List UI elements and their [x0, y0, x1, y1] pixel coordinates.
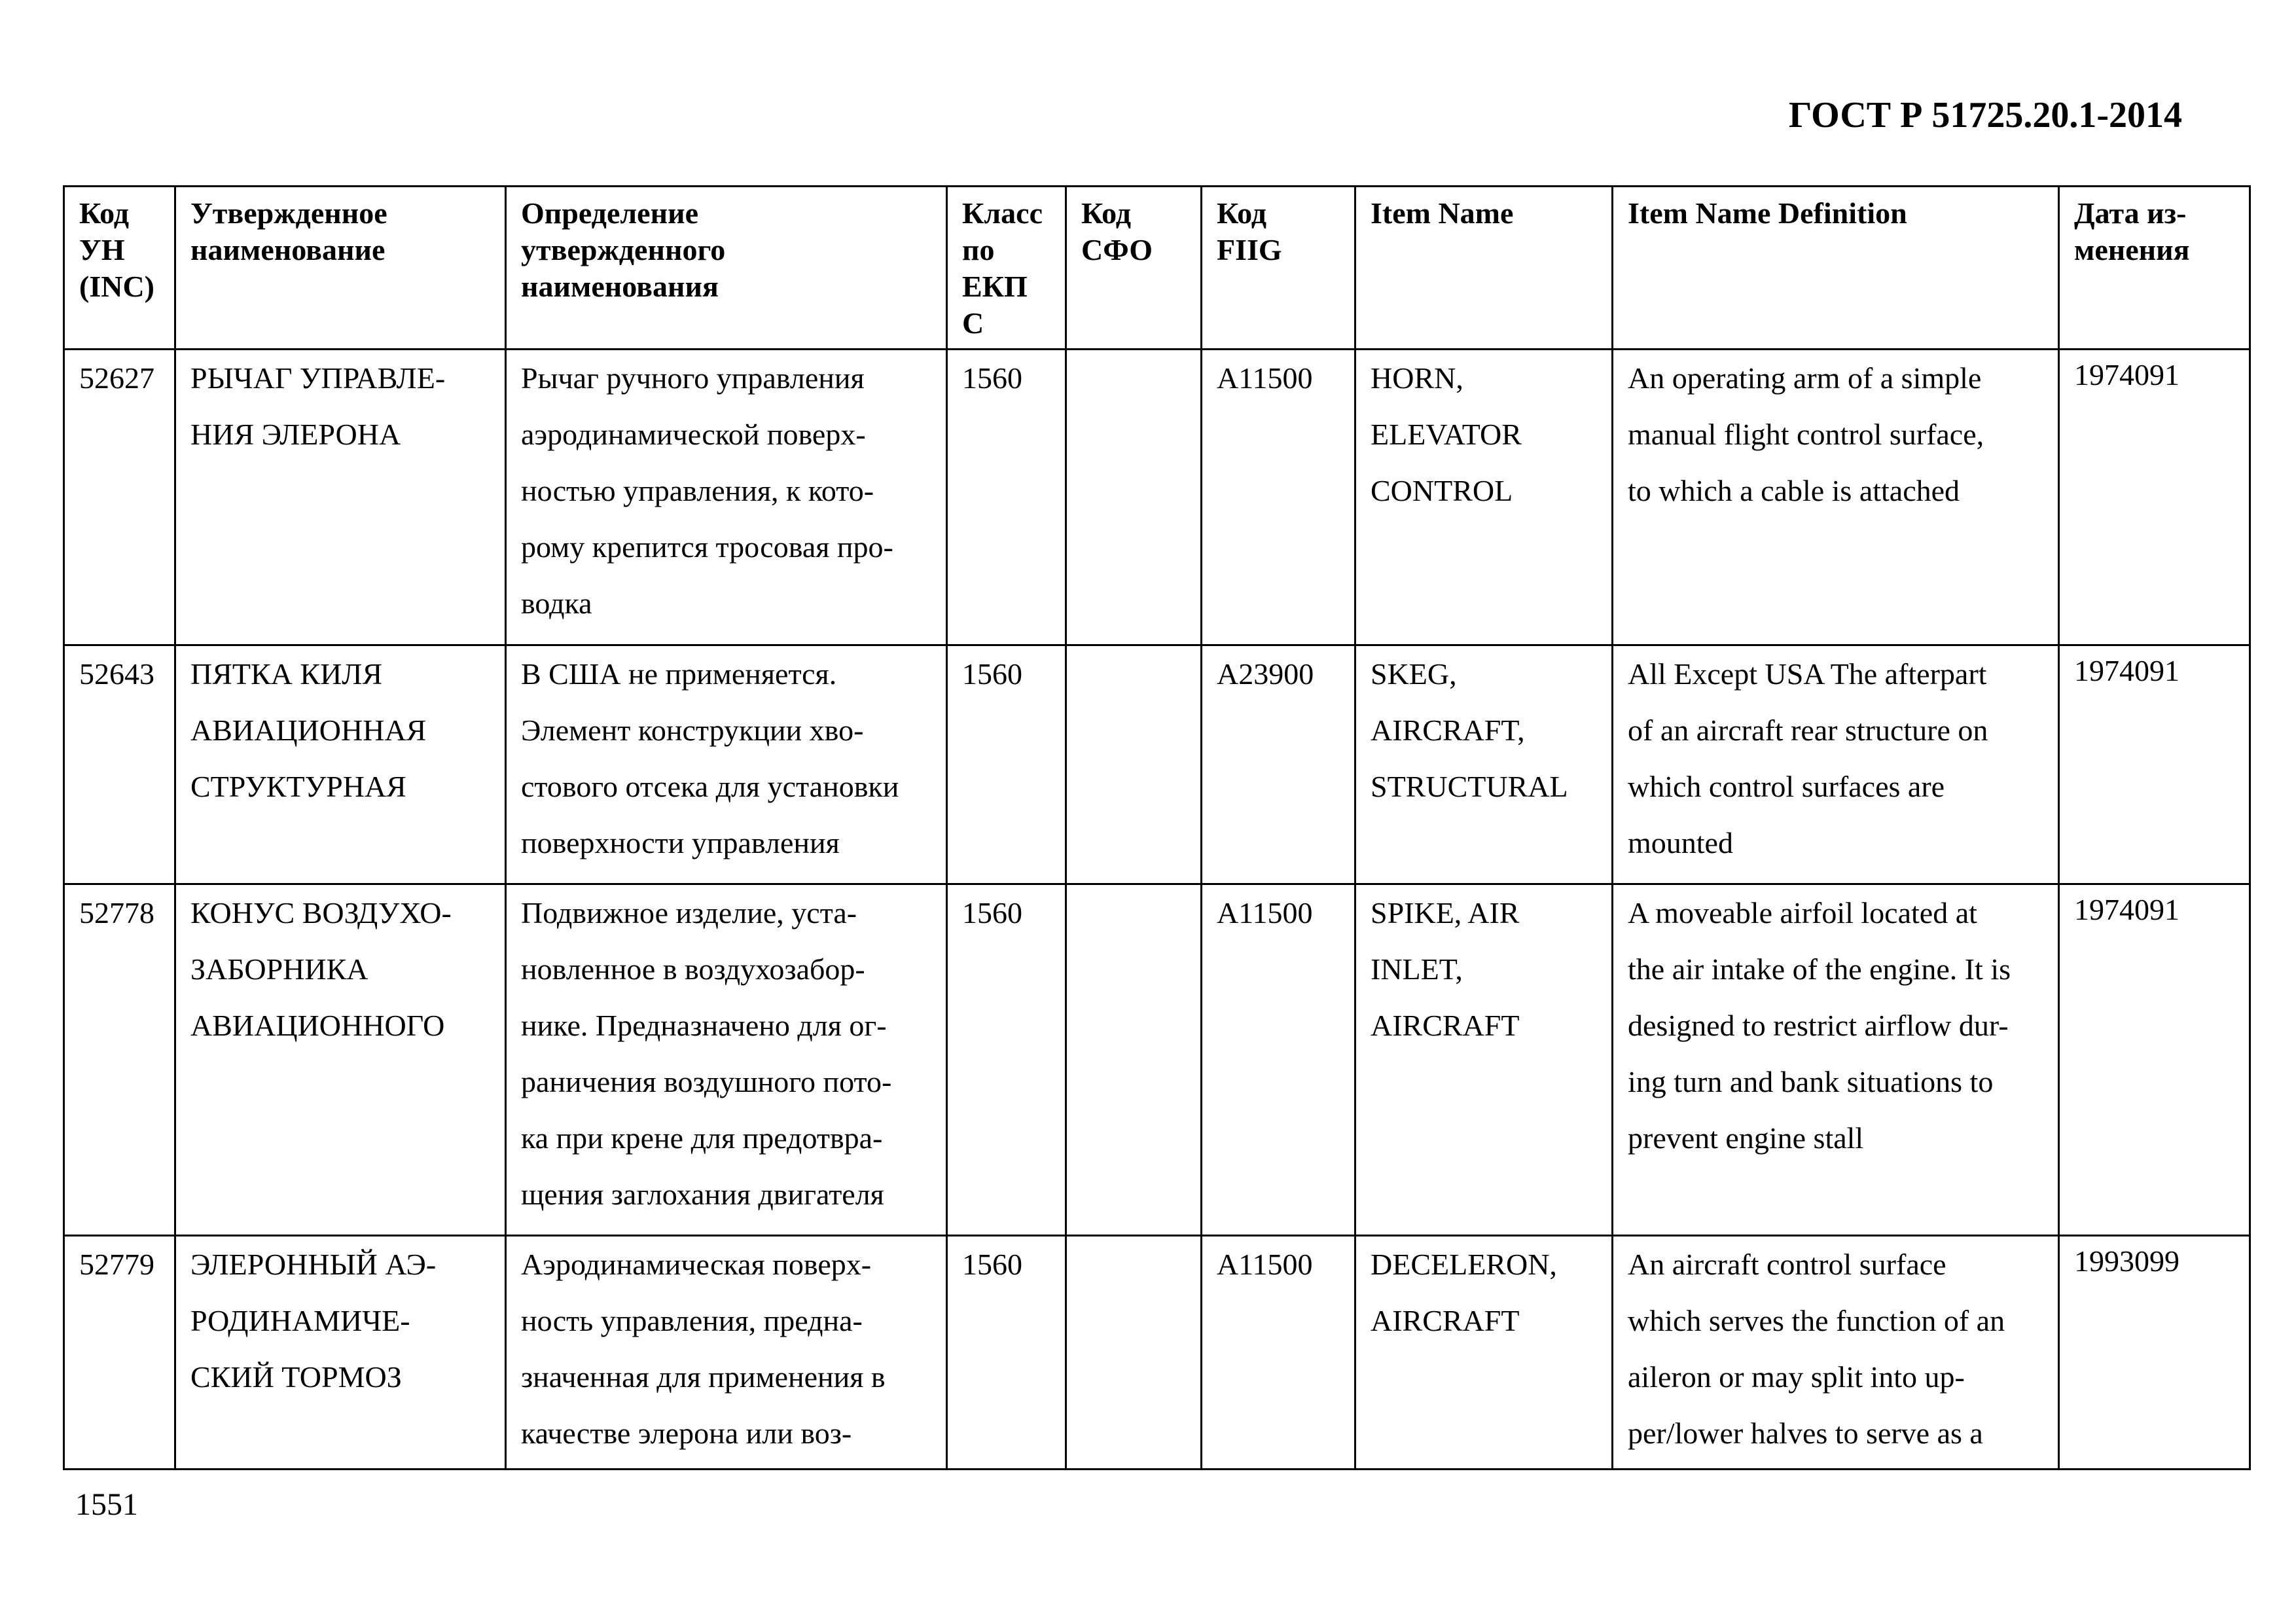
cell-text-line: 1560 — [962, 657, 1022, 691]
column-header-item-name-definition — [1613, 187, 2059, 350]
cell-sfo-code — [1066, 1236, 1202, 1470]
cell-text-line: аэродинамической поверх- — [521, 418, 866, 451]
cell-text-line: качестве элерона или воз- — [521, 1416, 852, 1450]
cell-text-line: стового отсека для установки — [521, 770, 899, 803]
column-header-line: по — [962, 233, 995, 266]
cell-change-date — [2059, 1236, 2250, 1470]
table-body — [64, 350, 2250, 1470]
cell-text-line: A23900 — [1217, 657, 1314, 691]
cell-text-line: Подвижное изделие, уста- — [521, 896, 857, 929]
cell-text-line: aileron or may split into up- — [1628, 1360, 1965, 1394]
column-header-sfo-code — [1066, 187, 1202, 350]
cell-text-line: 52643 — [79, 657, 154, 691]
cell-sfo-code — [1066, 884, 1202, 1236]
cell-text-line: All Except USA The afterpart — [1628, 657, 1987, 691]
column-header-item-name — [1355, 187, 1613, 350]
cell-text-line: 1974091 — [2074, 358, 2179, 391]
cell-class — [947, 350, 1066, 645]
cell-fiig-code — [1202, 350, 1355, 645]
cell-fiig-code — [1202, 1236, 1355, 1470]
cell-text-line: An aircraft control surface — [1628, 1248, 1946, 1281]
cell-text-line: АВИАЦИОННОГО — [190, 1009, 445, 1042]
cell-text-line: per/lower halves to serve as a — [1628, 1416, 1983, 1450]
table-row — [64, 350, 2250, 645]
cell-name-definition — [506, 1236, 947, 1470]
cell-text-line: РОДИНАМИЧЕ- — [190, 1304, 410, 1337]
cell-class — [947, 645, 1066, 884]
cell-text-line: manual flight control surface, — [1628, 418, 1984, 451]
cell-approved-name — [175, 350, 506, 645]
column-header-line: Код — [1217, 196, 1267, 230]
column-header-line: наименование — [190, 233, 386, 266]
column-header-line: наименования — [521, 270, 719, 303]
cell-text-line: of an aircraft rear structure on — [1628, 713, 1988, 747]
cell-text-line: 52779 — [79, 1248, 154, 1281]
cell-text-line: INLET, — [1371, 952, 1463, 986]
column-header-inc-code — [64, 187, 175, 350]
cell-class — [947, 884, 1066, 1236]
column-header-line: утвержденного — [521, 233, 726, 266]
column-header-change-date — [2059, 187, 2250, 350]
cell-text-line: раничения воздушного пото- — [521, 1065, 892, 1098]
cell-text-line: Аэродинамическая поверх- — [521, 1248, 872, 1281]
cell-name-definition — [506, 645, 947, 884]
column-header-line: СФО — [1081, 233, 1153, 266]
cell-text-line: 52627 — [79, 361, 154, 395]
cell-text-line: AIRCRAFT, — [1371, 713, 1525, 747]
cell-inc-code — [64, 645, 175, 884]
column-header-line: (INC) — [79, 270, 154, 303]
cell-text-line: ЗАБОРНИКА — [190, 952, 368, 986]
cell-sfo-code — [1066, 350, 1202, 645]
cell-text-line: ностью управления, к кото- — [521, 474, 874, 507]
cell-text-line: новленное в воздухозабор- — [521, 952, 865, 986]
cell-text-line: mounted — [1628, 826, 1733, 859]
cell-inc-code — [64, 1236, 175, 1470]
cell-fiig-code — [1202, 884, 1355, 1236]
cell-text-line: рому крепится тросовая про- — [521, 530, 893, 564]
cell-inc-code — [64, 350, 175, 645]
cell-item-name — [1355, 645, 1613, 884]
cell-text-line: AIRCRAFT — [1371, 1304, 1520, 1337]
cell-text-line: щения заглохания двигателя — [521, 1178, 884, 1211]
cell-text-line: HORN, — [1371, 361, 1463, 395]
cell-item-name — [1355, 350, 1613, 645]
cell-text-line: 1993099 — [2074, 1244, 2179, 1278]
cell-text-line: Рычаг ручного управления — [521, 361, 865, 395]
column-header-line: менения — [2074, 233, 2190, 266]
cell-approved-name — [175, 645, 506, 884]
page-number: 1551 — [75, 1487, 138, 1522]
cell-text-line: РЫЧАГ УПРАВЛЕ- — [190, 361, 446, 395]
cell-item-name-definition — [1613, 350, 2059, 645]
column-header-line: С — [962, 306, 984, 340]
cell-text-line: A11500 — [1217, 1248, 1313, 1281]
column-header-line: Определение — [521, 196, 699, 230]
column-header-line: ЕКП — [962, 270, 1028, 303]
cell-text-line: 1560 — [962, 1248, 1022, 1281]
cell-text-line: ЭЛЕРОННЫЙ АЭ- — [190, 1248, 437, 1281]
cell-text-line: ELEVATOR — [1371, 418, 1522, 451]
cell-text-line: НИЯ ЭЛЕРОНА — [190, 418, 401, 451]
cell-text-line: DECELERON, — [1371, 1248, 1557, 1281]
cell-text-line: СКИЙ ТОРМОЗ — [190, 1360, 402, 1394]
column-header-line: УН — [79, 233, 125, 266]
cell-item-name-definition — [1613, 884, 2059, 1236]
column-header-line: FIIG — [1217, 233, 1282, 266]
table-header-row — [64, 187, 2250, 350]
cell-text-line: prevent engine stall — [1628, 1121, 1864, 1155]
cell-text-line: designed to restrict airflow dur- — [1628, 1009, 2009, 1042]
column-header-line: Утвержденное — [190, 196, 387, 230]
cell-change-date — [2059, 350, 2250, 645]
table-row — [64, 884, 2250, 1236]
cell-text-line: 1560 — [962, 361, 1022, 395]
cell-name-definition — [506, 884, 947, 1236]
column-header-fiig-code — [1202, 187, 1355, 350]
cell-text-line: нике. Предназначено для ог- — [521, 1009, 887, 1042]
cell-text-line: значенная для применения в — [521, 1360, 886, 1394]
cell-text-line: CONTROL — [1371, 474, 1513, 507]
cell-change-date — [2059, 884, 2250, 1236]
cell-text-line: 1974091 — [2074, 893, 2179, 926]
cell-text-line: A11500 — [1217, 361, 1313, 395]
column-header-line: Код — [1081, 196, 1132, 230]
document-header: ГОСТ Р 51725.20.1-2014 — [1788, 95, 2182, 135]
cell-text-line: водка — [521, 586, 592, 620]
cell-text-line: AIRCRAFT — [1371, 1009, 1520, 1042]
cell-text-line: ность управления, предна- — [521, 1304, 863, 1337]
cell-text-line: Элемент конструкции хво- — [521, 713, 864, 747]
cell-item-name — [1355, 1236, 1613, 1470]
table-row — [64, 1236, 2250, 1470]
cell-text-line: SPIKE, AIR — [1371, 896, 1520, 929]
column-header-line: Item Name Definition — [1628, 196, 1907, 230]
column-header-line: Код — [79, 196, 130, 230]
cell-text-line: ПЯТКА КИЛЯ — [190, 657, 383, 691]
cell-text-line: 52778 — [79, 896, 154, 929]
column-header-class — [947, 187, 1066, 350]
cell-item-name — [1355, 884, 1613, 1236]
cell-item-name-definition — [1613, 1236, 2059, 1470]
cell-text-line: ка при крене для предотвра- — [521, 1121, 883, 1155]
cell-approved-name — [175, 1236, 506, 1470]
cell-text-line: which serves the function of an — [1628, 1304, 2005, 1337]
cell-text-line: which control surfaces are — [1628, 770, 1945, 803]
cell-text-line: STRUCTURAL — [1371, 770, 1568, 803]
cell-inc-code — [64, 884, 175, 1236]
cell-text-line: SKEG, — [1371, 657, 1457, 691]
column-header-line: Дата из- — [2074, 196, 2187, 230]
cell-fiig-code — [1202, 645, 1355, 884]
column-header-name-definition — [506, 187, 947, 350]
cell-sfo-code — [1066, 645, 1202, 884]
cell-text-line: ing turn and bank situations to — [1628, 1065, 1994, 1098]
cell-change-date — [2059, 645, 2250, 884]
nomenclature-table — [63, 185, 2251, 1470]
cell-text-line: поверхности управления — [521, 826, 840, 859]
cell-text-line: A11500 — [1217, 896, 1313, 929]
cell-approved-name — [175, 884, 506, 1236]
cell-text-line: 1560 — [962, 896, 1022, 929]
cell-text-line: В США не применяется. — [521, 657, 837, 691]
table-row — [64, 645, 2250, 884]
cell-name-definition — [506, 350, 947, 645]
cell-text-line: КОНУС ВОЗДУХО- — [190, 896, 452, 929]
column-header-approved-name — [175, 187, 506, 350]
cell-text-line: 1974091 — [2074, 654, 2179, 687]
cell-text-line: the air intake of the engine. It is — [1628, 952, 2011, 986]
column-header-line: Класс — [962, 196, 1043, 230]
cell-text-line: АВИАЦИОННАЯ — [190, 713, 427, 747]
cell-text-line: An operating arm of a simple — [1628, 361, 1982, 395]
cell-text-line: A moveable airfoil located at — [1628, 896, 1977, 929]
cell-text-line: to which a cable is attached — [1628, 474, 1960, 507]
column-header-line: Item Name — [1371, 196, 1514, 230]
cell-item-name-definition — [1613, 645, 2059, 884]
cell-class — [947, 1236, 1066, 1470]
cell-text-line: СТРУКТУРНАЯ — [190, 770, 406, 803]
